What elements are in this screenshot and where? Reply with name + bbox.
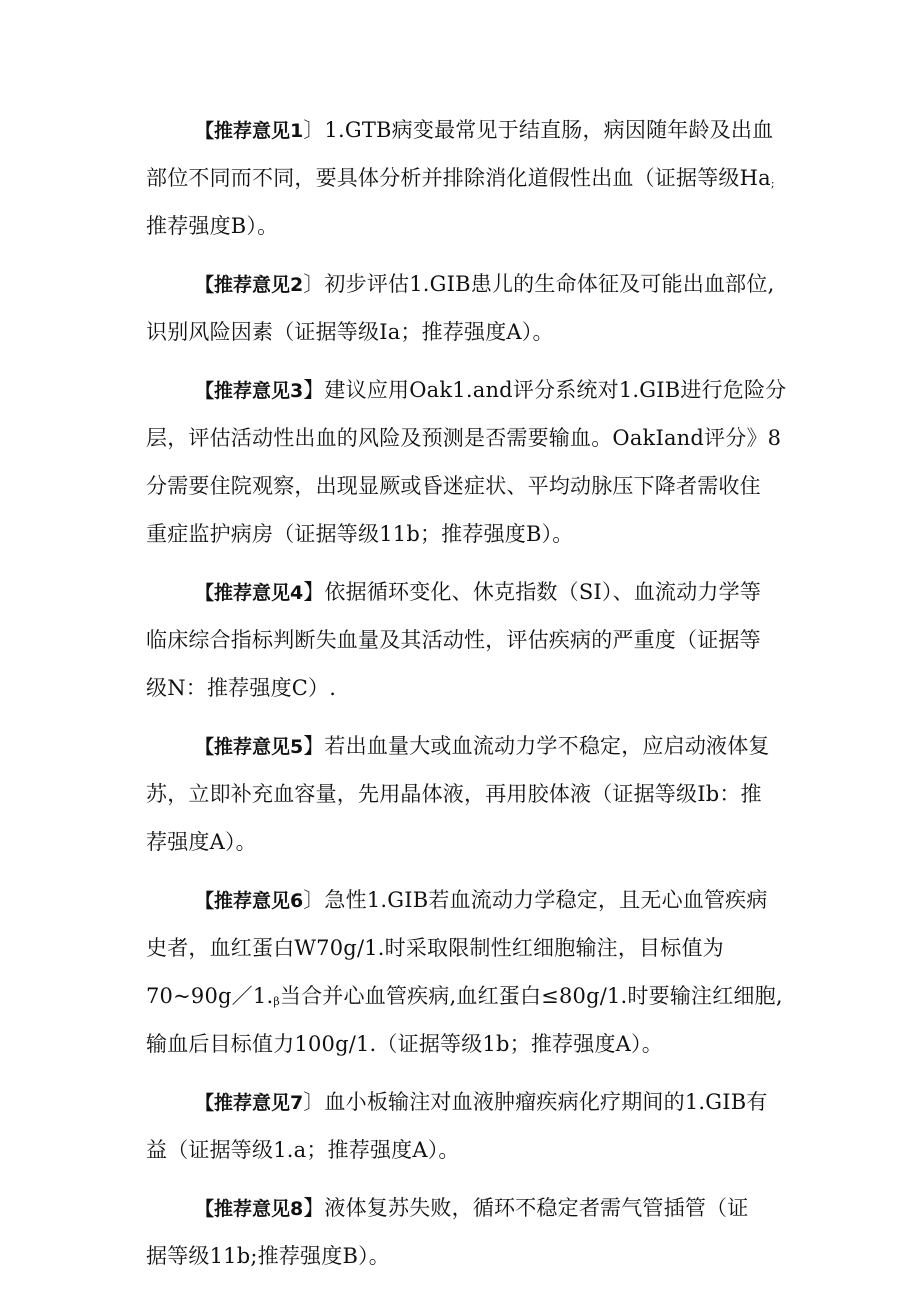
recommendation-8-text-1: 】液体复苏失败，循环不稳定者需气管插管（证 [303,1196,749,1220]
recommendation-2-label: 【推荐意见2 [195,274,304,296]
recommendation-6-text-1: 〕急性1.GIB若血流动力学稳定，且无心血管疾病 [303,888,768,912]
recommendation-2-line-1 [146,260,774,308]
recommendation-1-line-3 [146,202,774,250]
recommendation-5-text-2: 苏，立即补充血容量，先用晶体液，再用胶体液（证据等级Ib：推 [146,782,762,806]
recommendation-5-line-1 [146,722,774,770]
recommendation-8-label: 【推荐意见8 [195,1198,304,1220]
recommendation-6-subscript: β [273,995,280,1008]
recommendation-6-line-3 [146,972,783,1020]
recommendation-2-text-1: 〕初步评估1.GIB患儿的生命体征及可能出血部位, [303,272,775,296]
recommendation-8-line-2 [146,1232,774,1280]
recommendation-7-line-2 [146,1126,774,1174]
recommendation-4-text-2: 临床综合指标判断失血量及其活动性，评估疾病的严重度（证据等 [146,628,761,652]
recommendation-4-line-1 [146,568,774,616]
recommendation-3-line-1 [146,366,787,414]
recommendation-6-line-1 [146,876,774,924]
recommendation-1-subscript: ; [770,177,775,190]
recommendation-8-text-2: 据等级11b;推荐强度B）。 [146,1244,390,1268]
recommendation-5-text-3: 荐强度A）。 [146,830,257,854]
recommendation-4-label: 【推荐意见4 [195,582,304,604]
recommendation-5-text-1: 】若出血量大或血流动力学不稳定，应启动液体复 [303,734,770,758]
recommendation-1-line-2 [146,154,774,202]
recommendation-1-label: 【推荐意见1 [195,120,304,142]
recommendation-1 [146,106,774,250]
recommendation-7 [146,1078,774,1174]
recommendation-3-text-3: 分需要住院观察，出现显厥或昏迷症状、平均动脉压下降者需收住 [146,474,761,498]
recommendation-8 [146,1184,774,1280]
recommendation-8-line-1 [146,1184,774,1232]
recommendation-1-text-3: 推荐强度B）。 [146,214,279,238]
recommendation-3-text-1: 】建议应用Oak1.and评分系统对1.GIB进行危险分 [303,378,787,402]
recommendation-5-line-3 [146,818,774,866]
recommendation-2-text-2: 识别风险因素（证据等级Ia；推荐强度A）。 [146,320,554,344]
recommendation-6-text-3: 70~90g／1. [146,984,274,1008]
recommendation-7-text-1: 〕血小板输注对血液肿瘤疾病化疗期间的1.GIB有 [303,1090,768,1114]
recommendation-5-label: 【推荐意见5 [195,736,304,758]
recommendation-6-line-4 [146,1020,774,1068]
recommendation-7-label: 【推荐意见7 [195,1092,304,1114]
recommendation-1-line-1 [146,106,774,154]
recommendation-6-text-2: 史者，血红蛋白W70g/1.时采取限制性红细胞输注，目标值为 [146,936,724,960]
recommendation-3-text-4: 重症监护病房（证据等级11b；推荐强度B）。 [146,522,574,546]
recommendation-6-label: 【推荐意见6 [195,890,304,912]
recommendation-4-text-3: 级N：推荐强度C）. [146,676,337,700]
recommendation-4-line-3 [146,664,774,712]
recommendation-4-line-2 [146,616,774,664]
recommendation-2-line-2 [146,308,774,356]
recommendation-4-text-1: 】依据循环变化、休克指数（SI）、血流动力学等 [303,580,762,604]
recommendation-7-text-2: 益（证据等级1.a；推荐强度A）。 [146,1138,460,1162]
recommendation-3-text-2: 层，评估活动性出血的风险及预测是否需要输血。OakIand评分》8 [146,426,782,450]
recommendation-6-text-4: 输血后目标值力100g/1.（证据等级1b；推荐强度A）。 [146,1032,663,1056]
recommendation-1-text-1: 〕1.GTB病变最常见于结直肠，病因随年龄及出血 [303,118,774,142]
recommendation-1-text-2: 部位不同而不同，要具体分析并排除消化道假性出血（证据等级Ha [146,166,771,190]
recommendation-5-line-2 [146,770,774,818]
recommendation-2 [146,260,774,356]
recommendation-5 [146,722,774,866]
recommendation-3-line-4 [146,510,774,558]
recommendation-6-text-3b: 当合并心血管疾病,血红蛋白≤80g/1.时要输注红细胞, [279,984,783,1008]
recommendation-6-line-2 [146,924,774,972]
recommendation-3-line-3 [146,462,774,510]
recommendation-7-line-1 [146,1078,774,1126]
recommendation-3 [146,366,787,558]
recommendation-3-label: 【推荐意见3 [195,380,304,402]
recommendation-4 [146,568,774,712]
recommendation-3-line-2 [146,414,782,462]
recommendation-6 [146,876,783,1068]
recommendation-list [146,106,787,1290]
